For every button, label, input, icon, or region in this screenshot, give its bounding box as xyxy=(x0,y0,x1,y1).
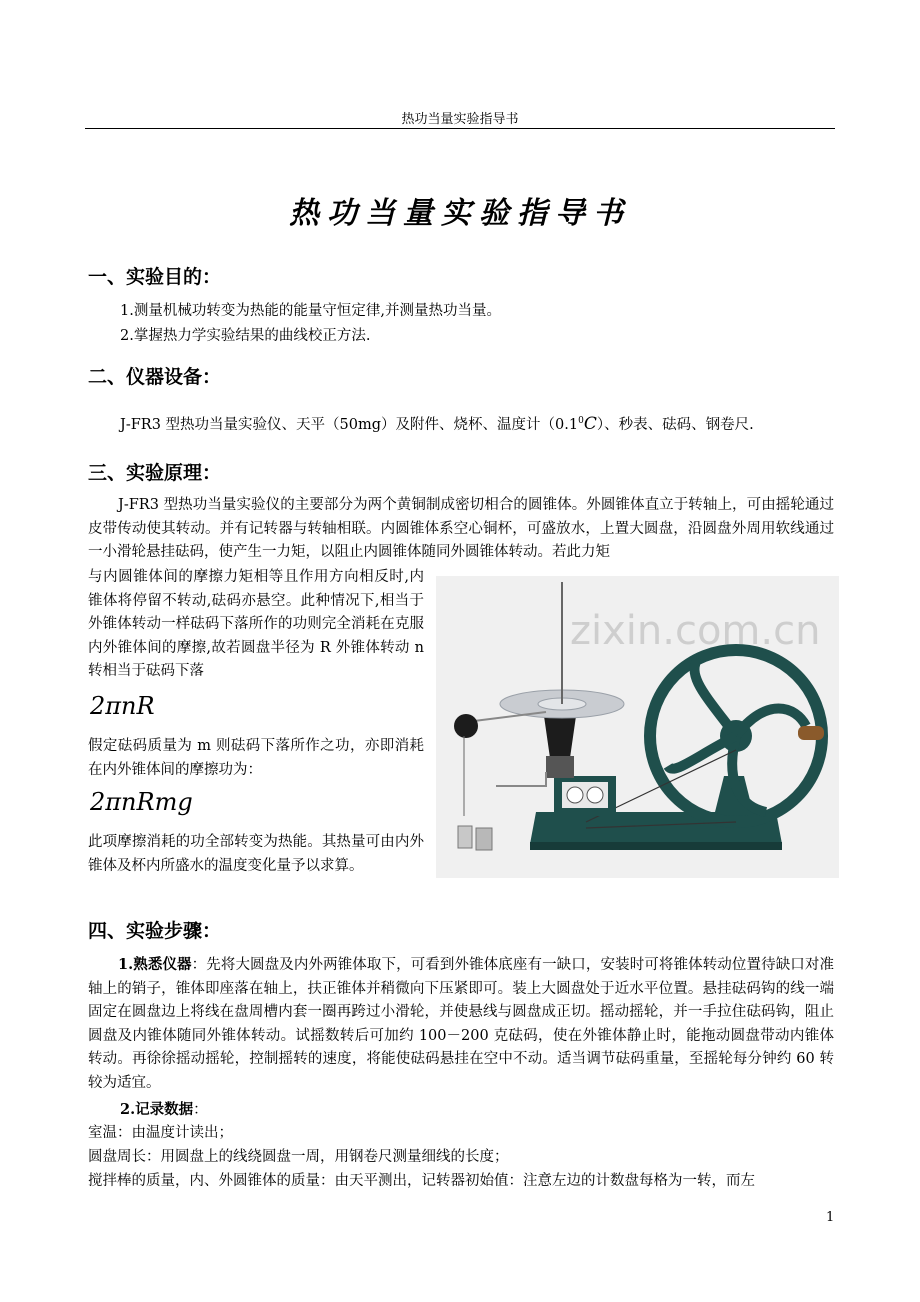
step-2-colon: ： xyxy=(193,1102,208,1118)
degree-superscript: 0 xyxy=(578,416,584,426)
formula-fall-distance: 2πnR xyxy=(90,692,155,720)
section-heading-purpose: 一、实验目的： xyxy=(88,266,222,288)
watermark: zixin.com.cn xyxy=(570,608,821,654)
page-number: 1 xyxy=(826,1210,835,1225)
purpose-item-1: 1.测量机械功转变为热能的能量守恒定律,并测量热功当量。 xyxy=(120,303,501,319)
equipment-text xyxy=(120,410,754,437)
record-line-3: 搅拌棒的质量，内、外圆锥体的质量：由天平测出，记转器初始值：注意左边的计数盘每格为一转，而左 xyxy=(88,1173,755,1189)
step-1-paragraph xyxy=(88,953,834,1096)
section-heading-equipment: 二、仪器设备： xyxy=(88,366,222,388)
step-2-heading xyxy=(120,1098,208,1123)
record-line-1: 室温：由温度计读出； xyxy=(88,1125,233,1141)
running-header: 热功当量实验指导书 xyxy=(401,112,519,127)
formula-friction-work: 2πnRmg xyxy=(90,788,193,816)
principle-paragraph-2: 与内圆锥体间的摩擦力矩相等且作用方向相反时,内锥体将停留不转动,砝码亦悬空。此种情况下,相当于外锥体转动一样砝码下落所作的功则完全消耗在克服内外锥体间的摩擦,故若圆盘半径为 R 外锥体转动 n 转相当于砝码下落 xyxy=(88,569,424,680)
record-line-2: 圆盘周长：用圆盘上的线绕圆盘一周，用钢卷尺测量细线的长度； xyxy=(88,1149,509,1165)
document-title: 热功当量实验指导书 xyxy=(289,196,631,231)
step-2-label: 2.记录数据 xyxy=(120,1101,194,1118)
purpose-item-2: 2.掌握热力学实验结果的曲线校正方法. xyxy=(120,328,371,344)
principle-paragraph-4: 此项摩擦消耗的功全部转变为热能。其热量可由内外锥体及杯内所盛水的温度变化量予以求算。 xyxy=(88,834,424,874)
step-1-label: 1.熟悉仪器 xyxy=(118,956,192,973)
equipment-text-b: ）、秒表、砝码、钢卷尺. xyxy=(596,416,754,433)
principle-paragraph-1: J-FR3 型热功当量实验仪的主要部分为两个黄铜制成密切相合的圆锥体。外圆锥体直立于转轴上，可由摇轮通过皮带传动使其转动。并有记转器与转轴相联。内圆锥体系空心铜杯，可盛放水，上置大圆盘，沿圆盘外周用软线通过一小滑轮悬挂砝码，使产生一力矩，以阻止内圆锥体随同外圆锥体转动。若此力矩 xyxy=(88,497,834,561)
section-heading-steps: 四、实验步骤： xyxy=(88,920,222,942)
equipment-text-a: J-FR3 型热功当量实验仪、天平（50mg）及附件、烧杯、温度计（0.1 xyxy=(120,416,579,433)
principle-paragraph-3: 假定砝码质量为 m 则砝码下落所作之功，亦即消耗在内外锥体间的摩擦功为： xyxy=(88,738,424,778)
section-heading-principle: 三、实验原理： xyxy=(88,462,222,484)
header-divider xyxy=(85,128,835,129)
step-1-text: ：先将大圆盘及内外两锥体取下，可看到外锥体底座有一缺口，安装时可将锥体转动位置待缺口对准轴上的销子，锥体即座落在轴上，扶正锥体并稍微向下压紧即可。装上大圆盘处于近水平位置。悬挂砝码钩的线一端固定在圆盘边上将线在盘周槽内套一圈再跨过小滑轮，并使悬线与圆盘成正切。摇动摇轮，并一手拉住砝码钩，阻止圆盘及内锥体随同外锥体转动。试摇数转后可加约 100－200 克砝码，使在外锥体静止时，能拖动圆盘带动内锥体转动。再徐徐摇动摇轮，控制摇转的速度，将能使砝码悬挂在空中不动。适当调节砝码重量，至摇轮每分钟约 60 转较为适宜。 xyxy=(88,957,835,1091)
unit-celsius: C xyxy=(583,413,597,434)
